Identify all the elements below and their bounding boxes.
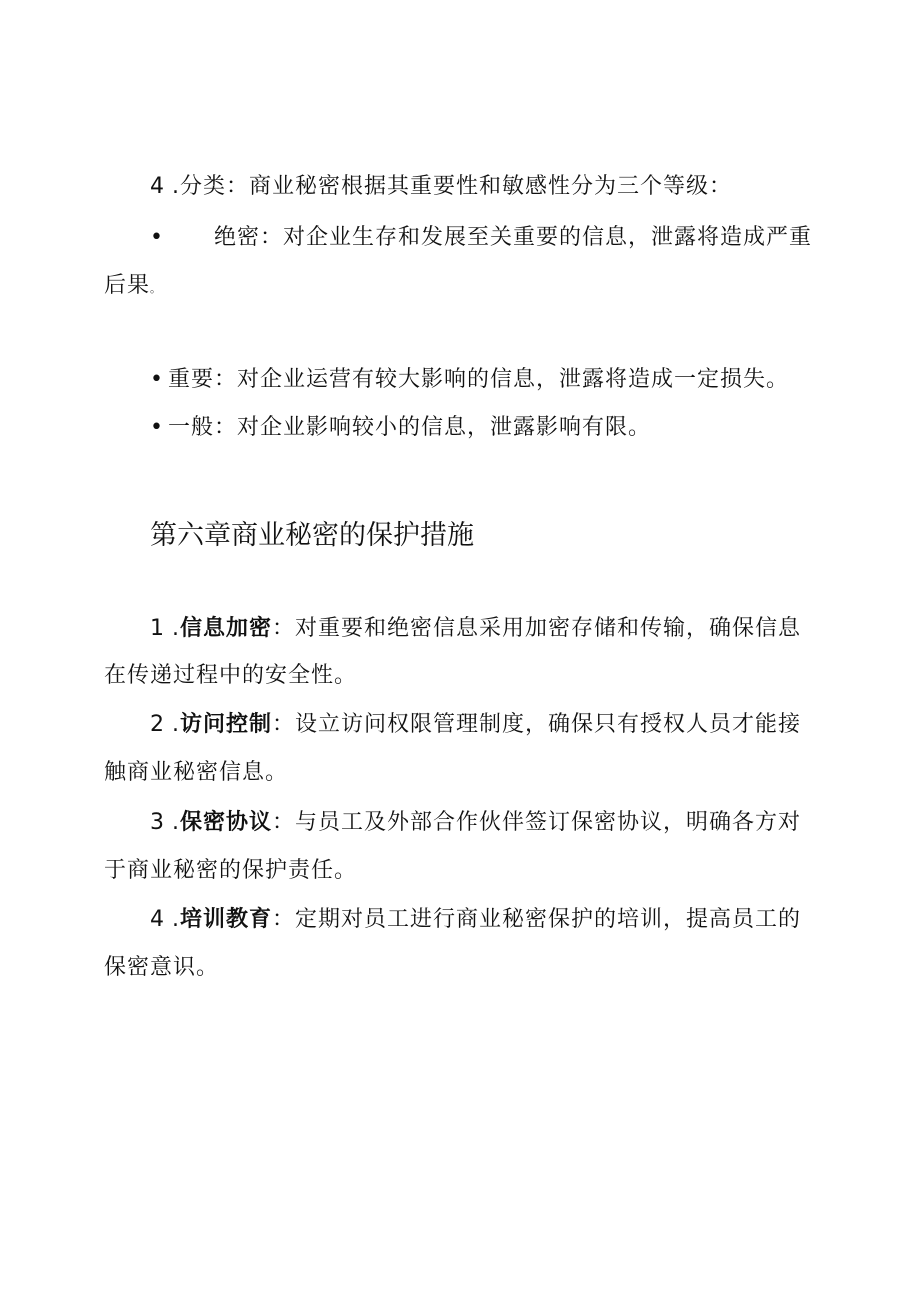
item-marker: . [172,616,180,641]
item-text-line2: 于商业秘密的保护责任。 [104,858,358,883]
item-number: 4 [150,907,164,932]
level-top-secret [150,223,812,253]
level-text-trail: 。 [150,282,162,295]
bullet-icon: • [150,367,164,392]
item-colon: ： [272,907,296,932]
item-marker: . [172,712,180,737]
measure-item-1 [150,614,801,644]
item-text-line1: 定期对员工进行商业秘密保护的培训，提高员工的 [295,907,802,932]
item-label: 访问控制 [180,712,273,737]
level-text-line1: 绝密：对企业生存和发展至关重要的信息，泄露将造成严重 [214,225,813,250]
level-top-secret-continuation [104,271,161,304]
bullet-icon: • [150,415,164,440]
item-number: 3 [150,810,164,835]
item-label: 信息加密 [180,616,273,641]
item-text-line1: 与员工及外部合作伙伴签订保密协议，明确各方对 [295,810,802,835]
measure-item-4 [150,905,801,935]
item-text-line1: 对重要和绝密信息采用加密存储和传输，确保信息 [295,616,802,641]
item-marker: . [172,810,180,835]
item-marker: . [172,174,180,199]
measure-item-1-continuation [104,661,357,691]
item-text-line1: 设立访问权限管理制度，确保只有授权人员才能接 [295,712,802,737]
level-text: 一般：对企业影响较小的信息，泄露影响有限。 [168,415,652,440]
measure-item-3-continuation [104,856,357,886]
item-label: 保密协议 [180,810,273,835]
level-text-line2: 后果 [104,273,151,298]
measure-item-3 [150,808,801,838]
chapter-title: 第六章商业秘密的保护措施 [150,520,474,551]
item-colon: ： [272,712,296,737]
item-colon: ： [272,810,296,835]
classification-item [150,172,732,202]
item-text-line2: 触商业秘密信息。 [104,760,289,785]
item-text-line2: 保密意识。 [104,955,220,980]
level-important [150,365,789,395]
item-number: 2 [150,712,164,737]
level-general [150,413,651,443]
item-text-line2: 在传递过程中的安全性。 [104,663,358,688]
item-text: 分类：商业秘密根据其重要性和敏感性分为三个等级： [180,174,733,199]
item-number: 1 [150,616,164,641]
item-number: 4 [150,174,164,199]
measure-item-2-continuation [104,758,288,788]
bullet-icon: • [150,225,164,250]
item-label: 培训教育 [180,907,273,932]
level-text: 重要：对企业运营有较大影响的信息，泄露将造成一定损失。 [168,367,790,392]
measure-item-4-continuation [104,953,219,983]
item-colon: ： [272,616,296,641]
measure-item-2 [150,710,801,740]
item-marker: . [172,907,180,932]
